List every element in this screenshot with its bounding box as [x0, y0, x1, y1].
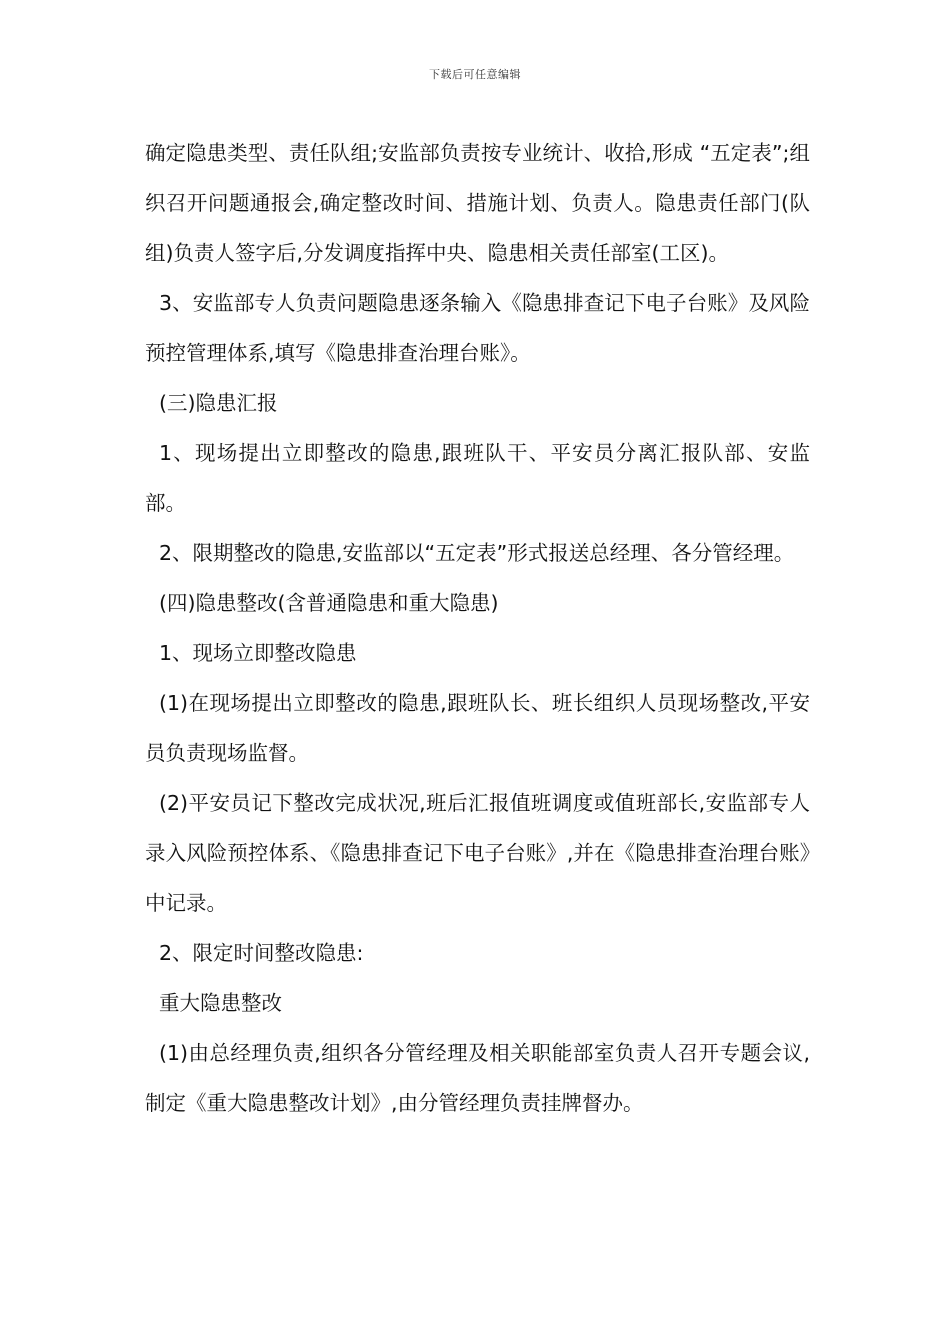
paragraph-item-3: 3、安监部专人负责问题隐患逐条输入《隐患排查记下电子台账》及风险预控管理体系,填写《隐患排查治理台账》。: [145, 291, 810, 365]
document-body: [145, 128, 810, 1128]
paragraph-immediate-item-2: (2)平安员记下整改完成状况,班后汇报值班调度或值班部长,安监部专人录入风险预控体系、《隐患排查记下电子台账》,并在《隐患排查治理台账》中记录。: [145, 791, 810, 915]
page-header: 下载后可任意编辑: [429, 68, 521, 81]
subheading-immediate-rectification: 1、现场立即整改隐患: [159, 641, 357, 665]
paragraph-continuation: 确定隐患类型、责任队组;安监部负责按专业统计、收拾,形成 “五定表”;组织召开问题通报会,确定整改时间、措施计划、负责人。隐患责任部门(队组)负责人签字后,分发调度指挥中央、隐患相关责任部室(工区)。: [145, 141, 810, 265]
paragraph-immediate-item-1: (1)在现场提出立即整改的隐患,跟班队长、班长组织人员现场整改,平安员负责现场监督。: [145, 691, 810, 765]
subheading-time-limited-rectification: 2、限定时间整改隐患:: [159, 941, 364, 965]
paragraph-report-item-2: 2、限期整改的隐患,安监部以“五定表”形式报送总经理、各分管经理。: [159, 541, 795, 565]
section-heading-hazard-rectification: (四)隐患整改(含普通隐患和重大隐患): [159, 591, 499, 615]
paragraph-major-item-1: (1)由总经理负责,组织各分管经理及相关职能部室负责人召开专题会议,制定《重大隐患整改计划》,由分管经理负责挂牌督办。: [145, 1041, 810, 1115]
paragraph-report-item-1: 1、现场提出立即整改的隐患,跟班队干、平安员分离汇报队部、安监部。: [145, 441, 810, 515]
subheading-major-hazard-rectification: 重大隐患整改: [159, 991, 282, 1015]
section-heading-hazard-report: (三)隐患汇报: [159, 391, 278, 415]
